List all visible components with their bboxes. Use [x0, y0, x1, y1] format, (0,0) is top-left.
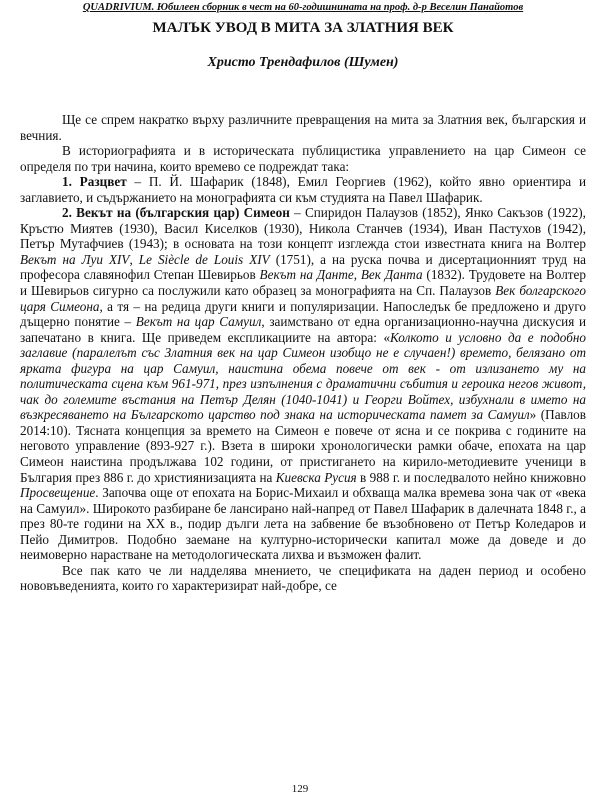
text-span: » (Павлов 2014:10). Тясната концепция за времето на Симеон е повече от ясна и се покрива с годините на неговото управление (893-927 г.). Взета в широки хронологически рамки обаче, епохата на цар Симеон наистина продължава 102 години, от пристигането на кирило-методиевите ученици в България през 886 г. до християнизацията на [20, 407, 587, 485]
text-span: , а тя – на редица други книги и популяризации. Напоследък бе предложено и друго дъщерно понятие – [20, 298, 586, 330]
text-span: . Започва още от епохата на Борис-Михаил и обхваща малка времева зона чак от «века на Самуил». Широкото разбиране бе лансирано най-напред от Павел Шафарик в далечната 1848 г., а през 80-те години на XX в., подир дълги лета на забвение бе възобновено от Петър Коледаров и Пейо Димитров. Подобно заемане на културно-исторически капитал може да доведе и до неимоверно нарастване на методологическата лихва и възможен фалит. [20, 485, 586, 563]
text-span: , заимствано от една организационно-научна дискусия и запечатано в книга. Ще приведем експликациите на автора: « [20, 314, 587, 345]
section-label-blossoming: 1. Разцвет [62, 174, 127, 190]
section-label-age-of-simeon: 2. Векът на (българския цар) Симеон [62, 205, 290, 221]
paragraph-intro: Ще се спрем накратко върху различните превращения на мита за Златния век, българския и вечния. [20, 112, 586, 143]
paragraph-age-of-simeon [20, 205, 586, 563]
text-span: (1751), а на руска почва и дисертационният труд на професора славянофил Степан Шевирьов [20, 251, 587, 283]
italic-term: Просвещение [20, 485, 96, 501]
text-span: (1832). Трудовете на Волтер и Шевирьов сигурно са послужили като образец за монографията на Сп. Палаузов [20, 267, 586, 299]
italic-book-title: Век Данта [360, 267, 423, 283]
text-span: в 988 г. и последвалото нейно книжовно [356, 469, 586, 485]
running-header: QUADRIVIUM. Юбилеен сборник в чест на 60-годишнината на проф. д-р Веселин Панайотов [82, 2, 524, 13]
text-span: , [353, 267, 361, 283]
text-span: – Спиридон Палаузов (1852), Янко Сакъзов (1922), Кръстю Миятев (1930), Васил Киселков (1930), Никола Станчев (1934), Иван Пастухов (1942), Петър Мутафчиев (1943); в основата на този концепт изглежда стои известната книга на Волтер [20, 205, 586, 252]
paragraph-conclusion: Все пак като че ли надделява мнението, че спецификата на даден период и особено нововъведенията, които го характеризират най-добре, се [20, 562, 586, 594]
paragraph-blossoming [20, 174, 586, 205]
text-span: , [129, 251, 139, 267]
italic-book-title: Le Siècle de Louis XIV [138, 251, 270, 267]
italic-book-title: Век болгарского царя Симеона [20, 283, 586, 314]
article-author: Христо Трендафилов (Шумен) [207, 55, 399, 70]
paragraph-historiography: В историографията и в историческата публицистика управлението на цар Симеон се определя по три начина, които времево се подреждат така: [20, 143, 586, 174]
page-number: 129 [291, 783, 309, 795]
article-body [20, 112, 586, 594]
italic-term: Киевска Русия [275, 469, 357, 485]
article-title: МАЛЪК УВОД В МИТА ЗА ЗЛАТНИЯ ВЕК [152, 20, 454, 36]
italic-book-title: Векът на Луи XIV [20, 251, 130, 267]
italic-term: Векът на цар Самуил [135, 314, 262, 330]
paragraph-text: – П. Й. Шафарик (1848), Емил Георгиев (1962), който явно ориентира и заглавието, и съдържанието на монографията си към студията на Павел Шафарик. [20, 174, 587, 205]
italic-book-title: Векът на Данте [259, 267, 354, 283]
italic-quotation: Колкото и условно да е подобно заглавие (паралелът със Златния век на цар Симеон изобщо не е случаен!) времето, белязано от ярката фигура на цар Самуил, наистина обема повече от век - от излизането му на политическата сцена към 961-971, през изпълнения с драматични събития и героика негов живот, чак до големите въстания на Петър Делян (1040-1041) и Георги Войтех, избухнали в името на възкресяването на Българското царство под знака на историческата памет за Самуил [20, 329, 586, 423]
